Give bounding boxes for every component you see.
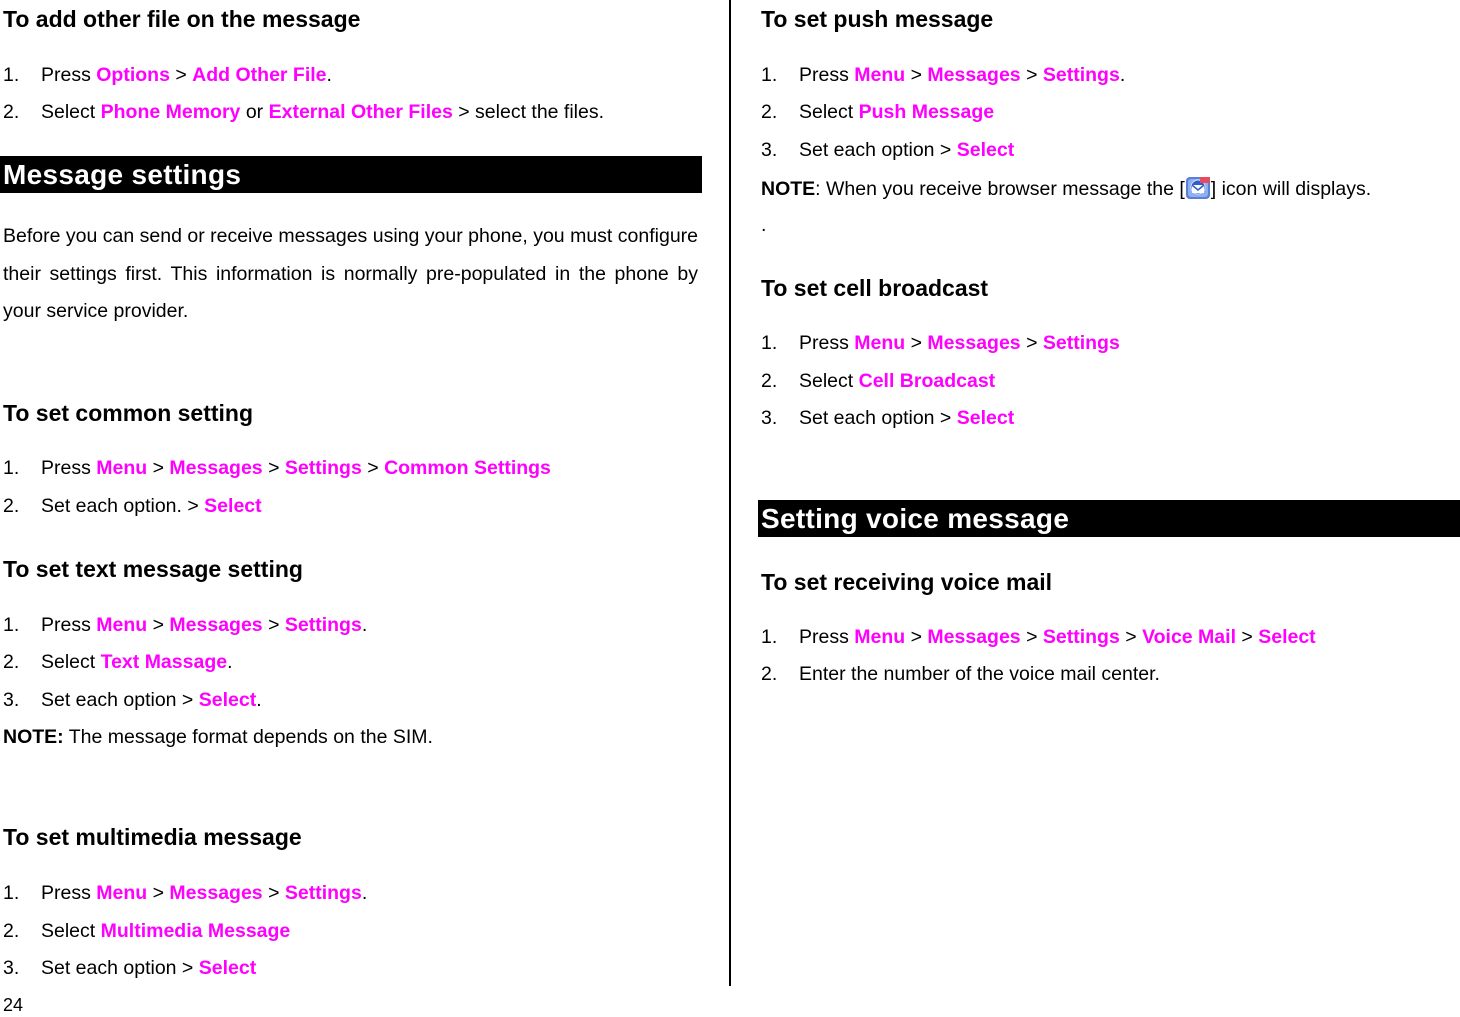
step-text: Enter the number of the voice mail center. (799, 663, 1160, 685)
separator: > (1235, 626, 1259, 648)
step-text: Select (41, 101, 101, 123)
step-text: Select (41, 920, 101, 942)
step-text: Press (41, 457, 97, 479)
mms-step-3 (3, 956, 256, 980)
push-note (761, 176, 1371, 201)
browser-message-icon (1185, 176, 1211, 200)
step-number: 2. (3, 495, 20, 517)
push-message-keyword: Push Message (858, 101, 995, 123)
menu-keyword: Menu (96, 457, 148, 479)
step-number: 1. (3, 457, 20, 479)
column-divider (729, 0, 731, 986)
step-number: 3. (3, 689, 20, 711)
push-step-1 (761, 63, 1125, 87)
text-step-3 (3, 688, 262, 712)
add-file-heading: To add other file on the message (3, 6, 361, 32)
menu-keyword: Menu (854, 332, 906, 354)
cell-step-3 (761, 406, 1014, 430)
separator: > (147, 882, 170, 904)
step-number: 1. (761, 626, 778, 648)
step-text: Set each option > (799, 139, 957, 161)
separator: > (147, 614, 170, 636)
cell-step-2 (761, 369, 995, 393)
step-number: 2. (761, 101, 778, 123)
text-step-1 (3, 613, 367, 637)
step-number: 2. (3, 920, 20, 942)
voice-mail-keyword: Voice Mail (1142, 626, 1236, 648)
text-message-heading: To set text message setting (3, 556, 303, 582)
separator: > (262, 457, 285, 479)
cell-step-1 (761, 331, 1120, 355)
push-step-3 (761, 138, 1014, 162)
separator: > (169, 64, 193, 86)
options-keyword: Options (96, 64, 170, 86)
step-number: 1. (761, 64, 778, 86)
separator: > (905, 64, 928, 86)
add-file-step-1 (3, 63, 332, 87)
messages-keyword: Messages (169, 882, 263, 904)
step-text: Press (799, 626, 855, 648)
separator: > (361, 457, 385, 479)
push-message-heading: To set push message (761, 6, 994, 32)
separator: > (1020, 626, 1043, 648)
note-text: The message format depends on the SIM. (63, 726, 433, 748)
intro-paragraph: Before you can send or receive messages using your phone, you must configure their settings first. This information is normally pre-populated in the phone by your service provider. (3, 225, 698, 322)
step-number: 1. (761, 332, 778, 354)
select-keyword: Select (198, 689, 257, 711)
common-step-2 (3, 494, 262, 518)
step-text: Set each option > (799, 407, 957, 429)
settings-keyword: Settings (284, 614, 362, 636)
separator: > (1020, 64, 1043, 86)
step-text: Set each option. > (41, 495, 205, 517)
text-massage-keyword: Text Massage (100, 651, 228, 673)
step-number: 2. (761, 370, 778, 392)
step-text: or (240, 101, 269, 123)
step-number: 3. (3, 957, 20, 979)
external-other-files-keyword: External Other Files (268, 101, 453, 123)
step-text: Select (41, 651, 101, 673)
separator: > (1020, 332, 1043, 354)
voice-step-2 (761, 662, 1160, 686)
settings-keyword: Settings (1042, 332, 1120, 354)
messages-keyword: Messages (927, 64, 1021, 86)
note-label: NOTE (761, 178, 816, 200)
phone-memory-keyword: Phone Memory (100, 101, 241, 123)
step-text: Press (41, 64, 97, 86)
select-keyword: Select (956, 407, 1015, 429)
separator: > (905, 626, 928, 648)
settings-keyword: Settings (1042, 626, 1120, 648)
step-number: 3. (761, 139, 778, 161)
select-keyword: Select (956, 139, 1015, 161)
separator: > (262, 614, 285, 636)
messages-keyword: Messages (169, 614, 263, 636)
step-text: . (326, 64, 332, 86)
mms-step-1 (3, 881, 367, 905)
page-number: 24 (3, 995, 24, 1015)
step-text: Press (799, 64, 855, 86)
common-setting-heading: To set common setting (3, 400, 254, 426)
menu-keyword: Menu (96, 882, 148, 904)
note-text: ] icon will displays. (1210, 178, 1372, 200)
message-settings-banner: Message settings (0, 156, 702, 193)
multimedia-message-keyword: Multimedia Message (100, 920, 291, 942)
step-number: 1. (3, 882, 20, 904)
step-number: 3. (761, 407, 778, 429)
step-text: Press (41, 882, 97, 904)
cell-broadcast-keyword: Cell Broadcast (858, 370, 996, 392)
separator: > (905, 332, 928, 354)
mms-step-2 (3, 919, 290, 943)
separator: > (262, 882, 285, 904)
note-label: NOTE: (3, 726, 64, 748)
voice-message-banner: Setting voice message (758, 500, 1460, 537)
step-number: 1. (3, 614, 20, 636)
separator: > (147, 457, 170, 479)
step-text: Set each option > (41, 957, 199, 979)
cell-broadcast-heading: To set cell broadcast (761, 275, 989, 301)
add-file-step-2 (3, 100, 604, 124)
step-text: . (361, 882, 368, 904)
step-text: Select (799, 370, 859, 392)
step-text: Set each option > (41, 689, 199, 711)
step-text: Press (41, 614, 97, 636)
step-text: > select the files. (452, 101, 605, 123)
step-number: 2. (761, 663, 778, 685)
text-note (3, 725, 433, 749)
common-settings-keyword: Common Settings (384, 457, 551, 479)
text-step-2 (3, 650, 233, 674)
separator: > (1119, 626, 1143, 648)
select-keyword: Select (204, 495, 262, 517)
common-step-1 (3, 456, 551, 480)
voice-step-1 (761, 625, 1316, 649)
multimedia-heading: To set multimedia message (3, 824, 302, 850)
messages-keyword: Messages (927, 332, 1021, 354)
messages-keyword: Messages (169, 457, 263, 479)
settings-keyword: Settings (1042, 64, 1120, 86)
push-dot: . (761, 214, 767, 236)
select-keyword: Select (1258, 626, 1316, 648)
menu-keyword: Menu (854, 626, 906, 648)
add-other-file-keyword: Add Other File (192, 64, 327, 86)
step-number: 1. (3, 64, 20, 86)
settings-keyword: Settings (284, 457, 362, 479)
step-text: . (1119, 64, 1126, 86)
step-text: . (227, 651, 233, 673)
step-number: 2. (3, 651, 20, 673)
note-text: : When you receive browser message the [ (815, 178, 1185, 200)
push-step-2 (761, 100, 994, 124)
menu-keyword: Menu (96, 614, 148, 636)
voice-mail-heading: To set receiving voice mail (761, 569, 1053, 595)
step-text: . (361, 614, 368, 636)
messages-keyword: Messages (927, 626, 1021, 648)
step-number: 2. (3, 101, 20, 123)
step-text: Press (799, 332, 855, 354)
menu-keyword: Menu (854, 64, 906, 86)
step-text: Select (799, 101, 859, 123)
settings-keyword: Settings (284, 882, 362, 904)
select-keyword: Select (198, 957, 257, 979)
step-text: . (256, 689, 262, 711)
